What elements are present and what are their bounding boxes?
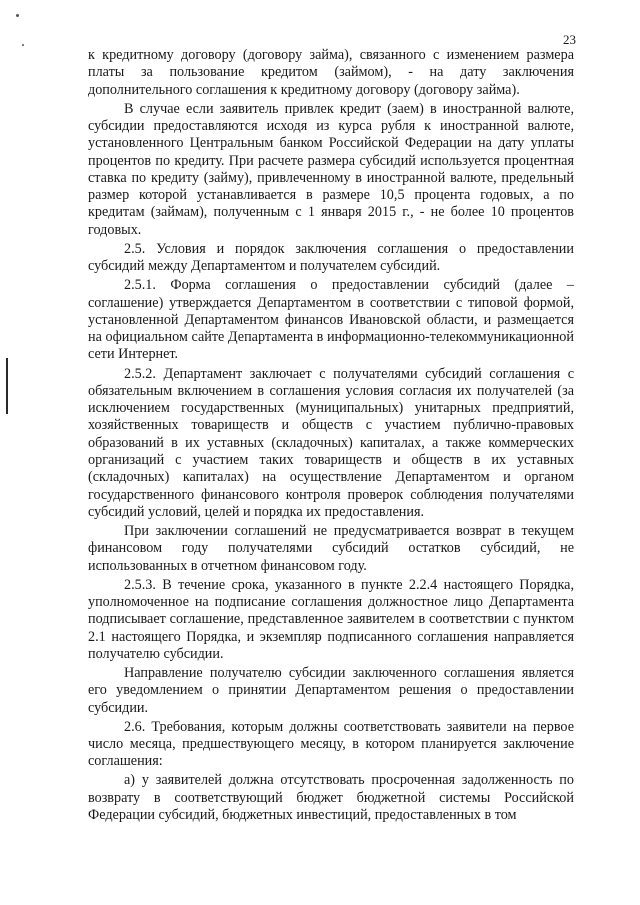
paragraph: 2.6. Требования, которым должны соответствовать заявители на первое число месяца, предшествующего месяцу, в котором планируется заключение соглашения: (88, 718, 574, 770)
paragraph: 2.5.1. Форма соглашения о предоставлении субсидий (далее – соглашение) утверждается Департаментом в соответствии с типовой формой, установленной Департаментом финансов Ивановской области, и размещается на официальном сайте Департамента в информационно-телекоммуникационной сети Интернет. (88, 277, 574, 363)
scan-speck (16, 14, 19, 17)
scan-speck (22, 44, 24, 46)
margin-scan-mark (6, 358, 8, 414)
paragraph: а) у заявителей должна отсутствовать просроченная задолженность по возврату в соответствующий бюджет бюджетной системы Российской Федерации субсидий, бюджетных инвестиций, предоставленных в том (88, 772, 574, 823)
paragraph: В случае если заявитель привлек кредит (заем) в иностранной валюте, субсидии предоставляются исходя из курса рубля к иностранной валюте, установленного Центральным банком Российской Федерации на дату уплаты процентов по кредиту. При расчете размера субсидий используется процентная ставка по кредиту (займу), привлеченному в иностранной валюте, предельный размер которой устанавливается в размере 10,5 процента годовых, а по кредитам (займам), полученным с 1 января 2015 г., - не более 10 процентов годовых. (88, 100, 574, 238)
paragraph: 2.5.2. Департамент заключает с получателями субсидий соглашения с обязательным включением в соглашения условия согласия их получателей (за исключением государственных (муниципальных) унитарных предприятий, хозяйственных товариществ и обществ с участием публично-правовых образований в их уставных (складочных) капиталах, а также коммерческих организаций с участием таких товариществ и обществ в их уставных (складочных) капиталах) на осуществление Департаментом и органом государственного финансового контроля проверок соблюдения получателями субсидий условий, целей и порядка их предоставления. (88, 365, 574, 520)
paragraph: 2.5. Условия и порядок заключения соглашения о предоставлении субсидий между Департаментом и получателем субсидий. (88, 240, 574, 275)
paragraph: Направление получателю субсидии заключенного соглашения является его уведомлением о принятии Департаментом решения о предоставлении субсидии. (88, 664, 574, 716)
paragraph: При заключении соглашений не предусматривается возврат в текущем финансовом году получателями субсидий остатков субсидий, не использованных в отчетном финансовом году. (88, 523, 574, 574)
paragraph: к кредитному договору (договору займа), связанного с изменением размера платы за пользование кредитом (займом), - на дату заключения дополнительного соглашения к кредитному договору (договору займа). (88, 47, 574, 98)
paragraph: 2.5.3. В течение срока, указанного в пункте 2.2.4 настоящего Порядка, уполномоченное на подписание соглашения должностное лицо Департамента подписывает соглашение, представленное заявителем в соответствии с пунктом 2.1 настоящего Порядка, и экземпляр подписанного соглашения направляется получателю субсидии. (88, 576, 574, 662)
page-number: 23 (563, 32, 576, 47)
document-body (88, 47, 574, 826)
